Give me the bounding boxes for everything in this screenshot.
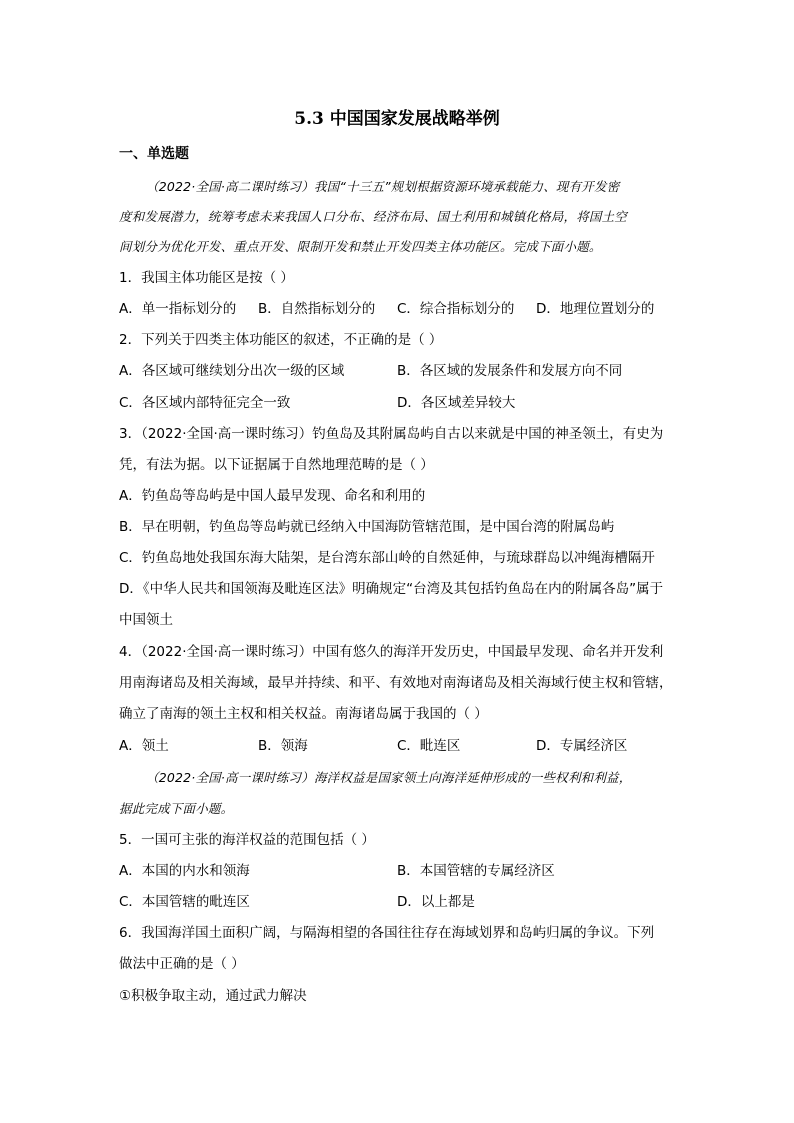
question-4-option-b: B．领海 bbox=[258, 738, 308, 754]
question-6-stem-line-1: 6．我国海洋国土面积广阔，与隔海相望的各国往往存在海域划界和岛屿归属的争议。下列 bbox=[119, 925, 655, 941]
question-3-option-b: B．早在明朝，钓鱼岛等岛屿就已经纳入中国海防管辖范围，是中国台湾的附属岛屿 bbox=[119, 519, 615, 535]
question-2-stem: 2．下列关于四类主体功能区的叙述，不正确的是（ ） bbox=[119, 332, 443, 348]
question-1-stem: 1．我国主体功能区是按（ ） bbox=[119, 270, 294, 286]
question-5-option-c: C．本国管辖的毗连区 bbox=[119, 894, 250, 910]
question-2-option-a: A．各区域可继续划分出次一级的区域 bbox=[119, 363, 345, 379]
question-1-option-b: B．自然指标划分的 bbox=[258, 301, 376, 317]
question-4-stem-line-3: 确立了南海的领土主权和相关权益。南海诸岛属于我国的（ ） bbox=[119, 706, 488, 722]
question-2-option-b: B．各区域的发展条件和发展方向不同 bbox=[397, 363, 623, 379]
intro-paragraph-1-line-3: 间划分为优化开发、重点开发、限制开发和禁止开发四类主体功能区。完成下面小题。 bbox=[119, 239, 602, 254]
question-4-stem-line-2: 用南海诸岛及相关海域，最早并持续、和平、有效地对南海诸岛及相关海域行使主权和管辖， bbox=[119, 675, 673, 691]
question-6-statement-1: ①积极争取主动，通过武力解决 bbox=[119, 988, 307, 1004]
question-5-option-b: B．本国管辖的专属经济区 bbox=[397, 863, 555, 879]
question-1-option-c: C．综合指标划分的 bbox=[397, 301, 515, 317]
question-4-stem-line-1: 4．（2022·全国·高一课时练习）中国有悠久的海洋开发历史，中国最早发现、命名并开发利 bbox=[119, 644, 664, 660]
intro-paragraph-1-line-1: （2022·全国·高二课时练习）我国“十三五”规划根据资源环境承载能力、现有开发密 bbox=[146, 179, 620, 194]
question-4-option-c: C．毗连区 bbox=[397, 738, 461, 754]
intro-paragraph-1-line-2: 度和发展潜力，统筹考虑未来我国人口分布、经济布局、国土利用和城镇化格局，将国土空 bbox=[119, 209, 628, 224]
question-4-option-d: D．专属经济区 bbox=[536, 738, 628, 754]
question-6-stem-line-2: 做法中正确的是（ ） bbox=[119, 956, 245, 972]
question-3-option-a: A．钓鱼岛等岛屿是中国人最早发现、命名和利用的 bbox=[119, 488, 426, 504]
question-3-option-c: C．钓鱼岛地处我国东海大陆架，是台湾东部山岭的自然延伸，与琉球群岛以冲绳海槽隔开 bbox=[119, 550, 655, 566]
question-5-stem: 5．一国可主张的海洋权益的范围包括（ ） bbox=[119, 832, 375, 848]
question-5-option-a: A．本国的内水和领海 bbox=[119, 863, 250, 879]
question-5-option-d: D．以上都是 bbox=[397, 894, 475, 910]
intro-paragraph-2-line-1: （2022·全国·高一课时练习）海洋权益是国家领土向海洋延伸形成的一些权利和利益， bbox=[146, 770, 632, 785]
question-4-option-a: A．领土 bbox=[119, 738, 169, 754]
question-1-option-d: D．地理位置划分的 bbox=[536, 301, 655, 317]
question-2-option-c: C．各区域内部特征完全一致 bbox=[119, 395, 291, 411]
question-3-option-d-line-1: D．《中华人民共和国领海及毗连区法》明确规定“台湾及其包括钓鱼岛在内的附属各岛”属于 bbox=[119, 581, 664, 597]
question-2-option-d: D．各区域差异较大 bbox=[397, 395, 516, 411]
question-3-option-d-line-2: 中国领土 bbox=[119, 612, 173, 628]
page-title: 5.3 中国国家发展战略举例 bbox=[294, 109, 500, 129]
intro-paragraph-2-line-2: 据此完成下面小题。 bbox=[119, 801, 234, 816]
section-heading: 一、单选题 bbox=[119, 146, 189, 162]
question-3-stem-line-1: 3．（2022·全国·高一课时练习）钓鱼岛及其附属岛屿自古以来就是中国的神圣领土，有史为 bbox=[119, 426, 664, 442]
question-3-stem-line-2: 凭，有法为据。以下证据属于自然地理范畴的是（ ） bbox=[119, 457, 434, 473]
question-1-option-a: A．单一指标划分的 bbox=[119, 301, 237, 317]
